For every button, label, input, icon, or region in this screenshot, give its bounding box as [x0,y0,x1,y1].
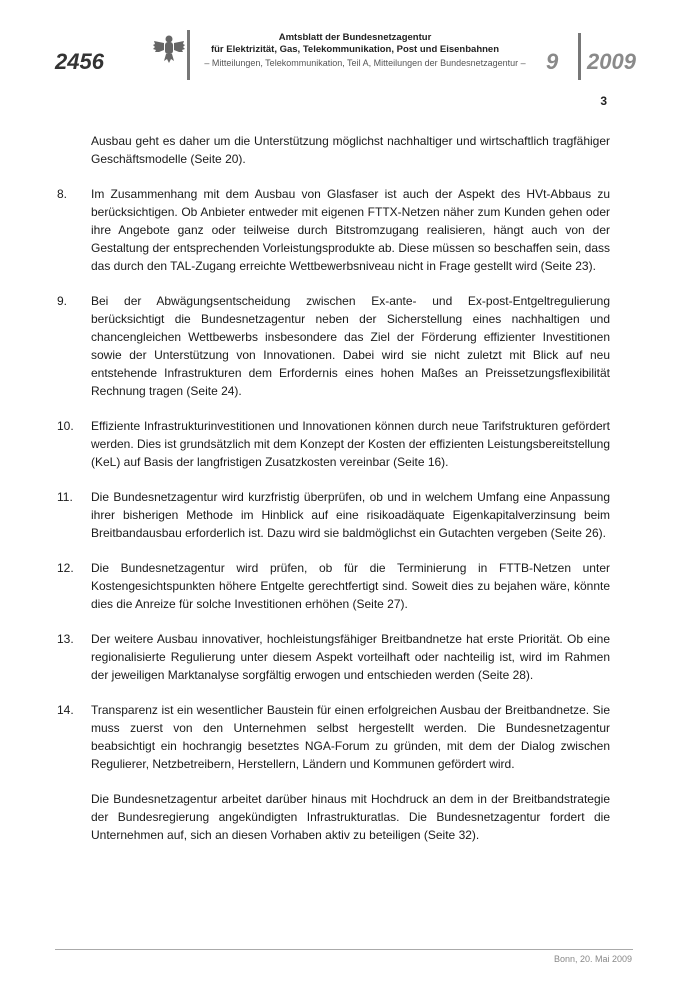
list-item-text: Transparenz ist ein wesentlicher Baustein für einen erfolgreichen Ausbau der Breitbandnetze. Sie muss zuerst von den Unternehmen selbst hergestellt werden. Die Bundesnetzagentur beabsichtigt ein hochrangig besetztes NGA-Forum zu gründen, mit dem der Dialog zwischen Regulierer, Netzbetreibern, Herstellern, Ländern und Kommunen gefördert wird. [91,703,610,771]
journal-subtitle: – Mitteilungen, Telekommunikation, Teil A, Mitteilungen der Bundesnetzagentur – [204,58,526,68]
issue-number: 9 [546,49,559,74]
list-item-number: 9. [57,294,68,308]
list-item-text: Der weitere Ausbau innovativer, hochleistungsfähiger Breitbandnetze hat erste Priorität. Ob eine regionalisierte Regulierung unter diesem Aspekt vorteilhaft oder nachteilig ist, wird im Rahmen der jeweiligen Marktanalyse sorgfältig erwogen und entschieden werden (Seite 28). [91,632,610,682]
list-item-number: 11. [57,490,73,504]
issue-year: 2009 [587,49,636,74]
list-item [57,488,610,542]
list-item [57,559,610,613]
subpage-number: 3 [600,94,607,108]
header-divider-right [578,33,581,80]
list-item-text: Die Bundesnetzagentur wird prüfen, ob für die Terminierung in FTTB-Netzen unter Kostengesichtspunkten höhere Entgelte gerechtfertigt sind. Soweit dies zu bejahen wäre, könnte dies die Anreize für solche Investitionen erhöhen (Seite 27). [91,561,610,611]
item-continuation-paragraph: Die Bundesnetzagentur arbeitet darüber hinaus mit Hochdruck an dem in der Breitbandstrategie der Bundesregierung angekündigten Infrastrukturatlas. Die Bundesnetzagentur fordert die Unternehmen auf, sich an diesen Vorhaben aktiv zu beteiligen (Seite 32). [91,792,610,842]
list-item [57,417,610,471]
list-item-number: 10. [57,419,74,433]
list-item [57,292,610,400]
page-number: 2456 [55,49,104,74]
footer-divider [55,949,633,950]
footer-date: Bonn, 20. Mai 2009 [553,954,632,964]
list-item-number: 8. [57,187,68,201]
list-item-text: Die Bundesnetzagentur wird kurzfristig überprüfen, ob und in welchem Umfang eine Anpassung ihrer bisherigen Methode im Hinblick auf eine risikoadäquate Eigenkapitalverzinsung beim Breitbandausbau erforderlich ist. Dazu wird sie baldmöglichst ein Gutachten vergeben (Seite 26). [91,490,610,540]
list-item [57,185,610,275]
list-item-number: 13. [57,632,74,646]
federal-eagle-icon [152,33,186,65]
list-item [57,630,610,684]
journal-title-line1: Amtsblatt der Bundesnetzagentur [278,32,432,43]
list-item [57,701,610,773]
intro-paragraph: Ausbau geht es daher um die Unterstützung möglichst nachhaltiger und wirtschaftlich tragfähiger Geschäftsmodelle (Seite 20). [91,134,610,166]
journal-title [190,32,520,56]
list-item-text: Bei der Abwägungsentscheidung zwischen Ex-ante- und Ex-post-Entgeltregulierung berücksichtigt die Bundesnetzagentur neben der Sicherstellung eines nachhaltigen und chancengleichen Wettbewerbs insbesondere das Ziel der Förderung effizienter Investitionen sowie der Unterstützung von Innovationen. Dabei wird sie nicht zuletzt mit Blick auf neu entstehende Infrastrukturen dem Erfordernis eines hohen Maßes an Preissetzungsflexibilität Rechnung tragen (Seite 24). [91,294,610,398]
main-content [57,132,610,844]
list-item-number: 12. [57,561,74,575]
list-item-text: Im Zusammenhang mit dem Ausbau von Glasfaser ist auch der Aspekt des HVt-Abbaus zu berücksichtigen. Ob Anbieter entweder mit eigenen FTTX-Netzen näher zum Kunden gehen oder ihre Angebote ganz oder teilweise durch Bitstromzugang realisieren, hängt auch von der Gestaltung der entsprechenden Vorleistungsprodukte ab. Diese müssen so beschaffen sein, dass das durch den TAL-Zugang erreichte Wettbewerbsniveau nicht in Frage gestellt wird (Seite 23). [91,187,610,273]
list-item-text: Effiziente Infrastrukturinvestitionen und Innovationen können durch neue Tarifstrukturen gefördert werden. Dies ist grundsätzlich mit dem Konzept der Kosten der effizienten Leistungsbereitstellung (KeL) auf Basis der langfristigen Zusatzkosten vereinbar (Seite 16). [91,419,610,469]
journal-title-line2: für Elektrizität, Gas, Telekommunikation, Post und Eisenbahnen [210,44,500,55]
list-item-number: 14. [57,703,74,717]
